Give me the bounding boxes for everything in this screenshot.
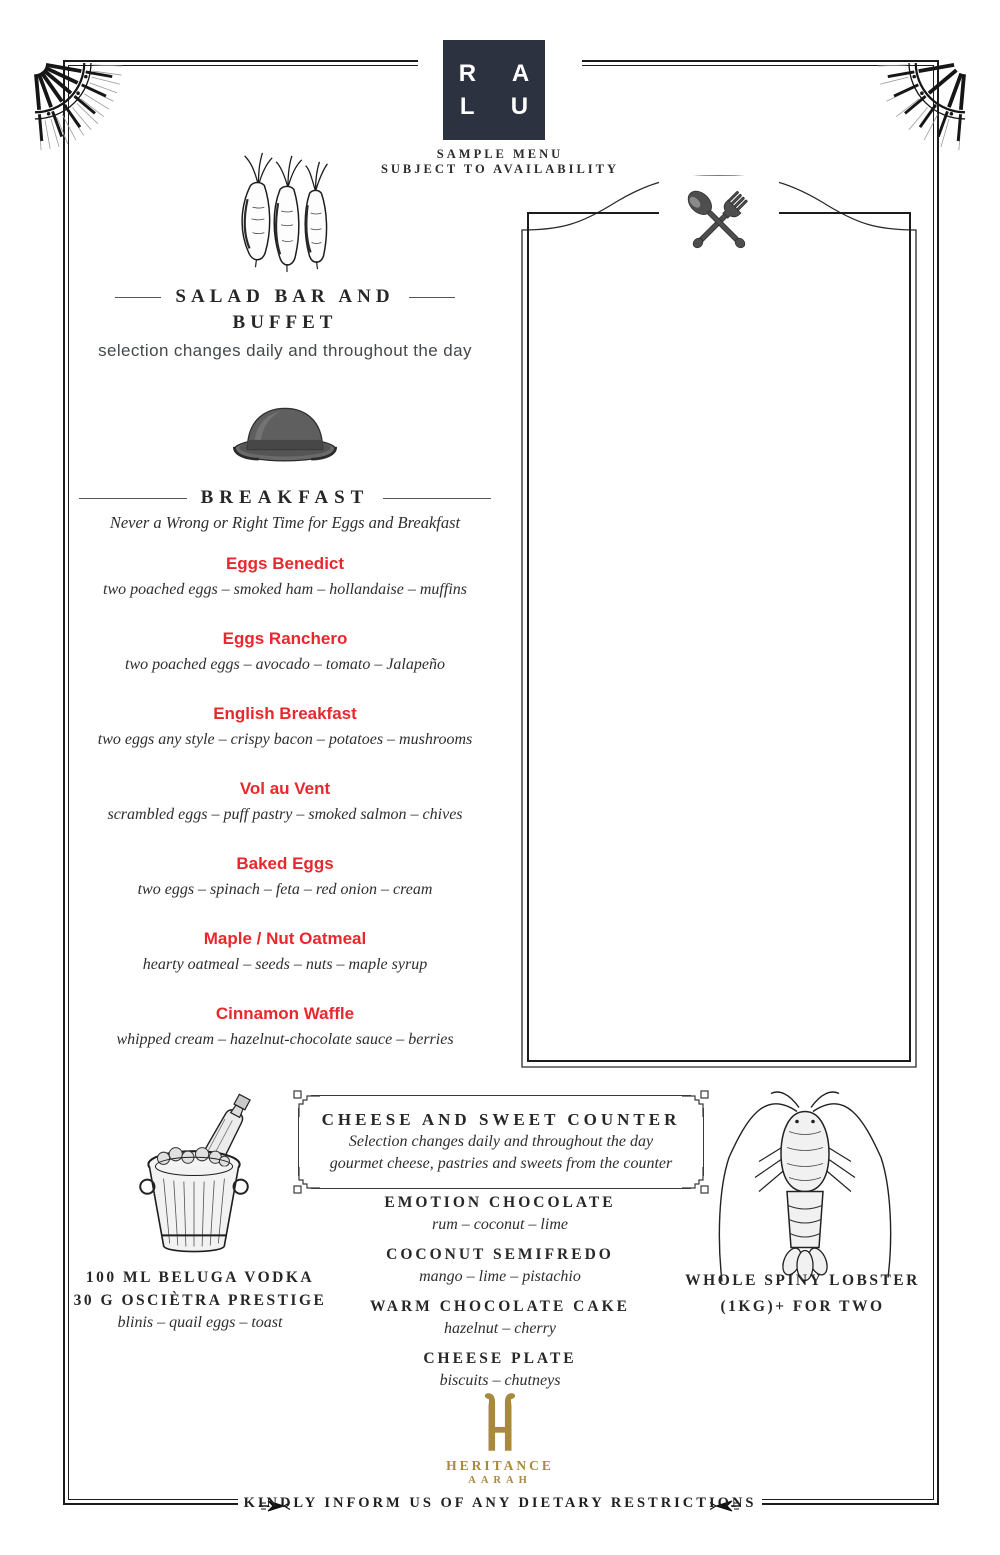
dish-name: Maple / Nut Oatmeal — [203, 929, 367, 948]
dish-description: hazelnut – cherry — [444, 1320, 556, 1337]
sample-line: SUBJECT TO AVAILABILITY — [380, 162, 620, 176]
menu-item — [60, 628, 510, 677]
dish-description: mango – lime – pistachio — [419, 1268, 581, 1285]
divider — [383, 498, 491, 499]
dish-description: hearty oatmeal – seeds – nuts – maple syrup — [142, 956, 428, 973]
feature-title: 30 G OSCIÈTRA PRESTIGE — [73, 1292, 327, 1309]
dish-name: Vol au Vent — [239, 779, 331, 798]
feature-title: WHOLE SPINY LOBSTER — [685, 1272, 920, 1289]
section-title: SALAD BAR AND — [175, 286, 395, 307]
feature-description: blinis – quail eggs – toast — [117, 1314, 283, 1331]
menu-item — [60, 703, 510, 752]
left-column — [60, 148, 510, 1078]
section-subtitle: Selection changes daily and throughout the day — [348, 1133, 654, 1150]
dish-name: Cinnamon Waffle — [215, 1004, 355, 1023]
spoon-fork-icon — [659, 176, 779, 273]
breakfast-header — [60, 485, 510, 511]
dish-name: English Breakfast — [213, 704, 357, 723]
menu-item — [60, 1003, 510, 1052]
dish-description: two poached eggs – smoked ham – hollandaise – muffins — [103, 581, 467, 598]
dish-description: two poached eggs – avocado – tomato – Jalapeño — [125, 656, 445, 673]
sample-line: SAMPLE MENU — [436, 147, 564, 161]
dish-description: biscuits – chutneys — [439, 1372, 561, 1389]
bowler-hat-illustration — [226, 397, 344, 467]
champagne-bucket-illustration — [123, 1085, 265, 1263]
menu-item — [300, 1348, 700, 1392]
dish-name: Eggs Benedict — [225, 554, 345, 573]
feature-title: (1KG)+ FOR TWO — [720, 1298, 885, 1315]
menu-item — [300, 1244, 700, 1288]
section-title: CHEESE AND SWEET COUNTER — [321, 1110, 681, 1129]
dish-description: scrambled eggs – puff pastry – smoked salmon – chives — [107, 806, 463, 823]
menu-item — [300, 1192, 700, 1236]
menu-item — [300, 1296, 700, 1340]
dish-name: Baked Eggs — [236, 854, 334, 873]
menu-item — [60, 553, 510, 602]
dish-name: EMOTION CHOCOLATE — [384, 1194, 616, 1211]
brand-subname: AARAH — [468, 1475, 532, 1486]
logo-row: L U — [459, 92, 544, 120]
feature-title: 100 ML BELUGA VODKA — [85, 1269, 315, 1286]
heritance-brand — [0, 1390, 1000, 1488]
dish-description: two eggs – spinach – feta – red onion – cream — [137, 881, 433, 898]
section-title: BREAKFAST — [200, 487, 370, 508]
menu-item — [60, 778, 510, 827]
carrots-illustration — [210, 148, 360, 276]
dish-name: WARM CHOCOLATE CAKE — [370, 1298, 630, 1315]
menu-item — [60, 928, 510, 977]
dish-description: whipped cream – hazelnut-chocolate sauce – berries — [116, 1031, 454, 1048]
divider — [79, 498, 187, 499]
specials-inner-border — [527, 212, 911, 1062]
dish-description: rum – coconut – lime — [432, 1216, 568, 1233]
dessert-list — [300, 1192, 700, 1400]
cheese-counter-panel — [298, 1095, 704, 1189]
dish-description: two eggs any style – crispy bacon – potatoes – mushrooms — [97, 731, 473, 748]
section-subtitle: selection changes daily and throughout the day — [98, 341, 472, 360]
salad-header — [60, 284, 510, 310]
section-title: BUFFET — [232, 312, 338, 333]
dish-name: Eggs Ranchero — [222, 629, 348, 648]
section-subtitle: gourmet cheese, pastries and sweets from the counter — [329, 1155, 673, 1172]
daily-specials-panel — [521, 168, 917, 1068]
dish-name: COCONUT SEMIFREDO — [386, 1246, 614, 1263]
heritance-h-logo — [477, 1390, 523, 1454]
brand-name: HERITANCE — [446, 1458, 554, 1473]
divider — [409, 297, 455, 298]
key-corner-icon — [291, 1088, 321, 1118]
ralu-logo — [443, 40, 545, 140]
dish-name: CHEESE PLATE — [423, 1350, 577, 1367]
section-subtitle: Never a Wrong or Right Time for Eggs and Breakfast — [109, 513, 461, 532]
divider — [115, 297, 161, 298]
menu-item — [60, 853, 510, 902]
logo-row: R A — [458, 59, 545, 87]
dietary-notice: KINDLY INFORM US OF ANY DIETARY RESTRICTIONS — [243, 1495, 757, 1511]
